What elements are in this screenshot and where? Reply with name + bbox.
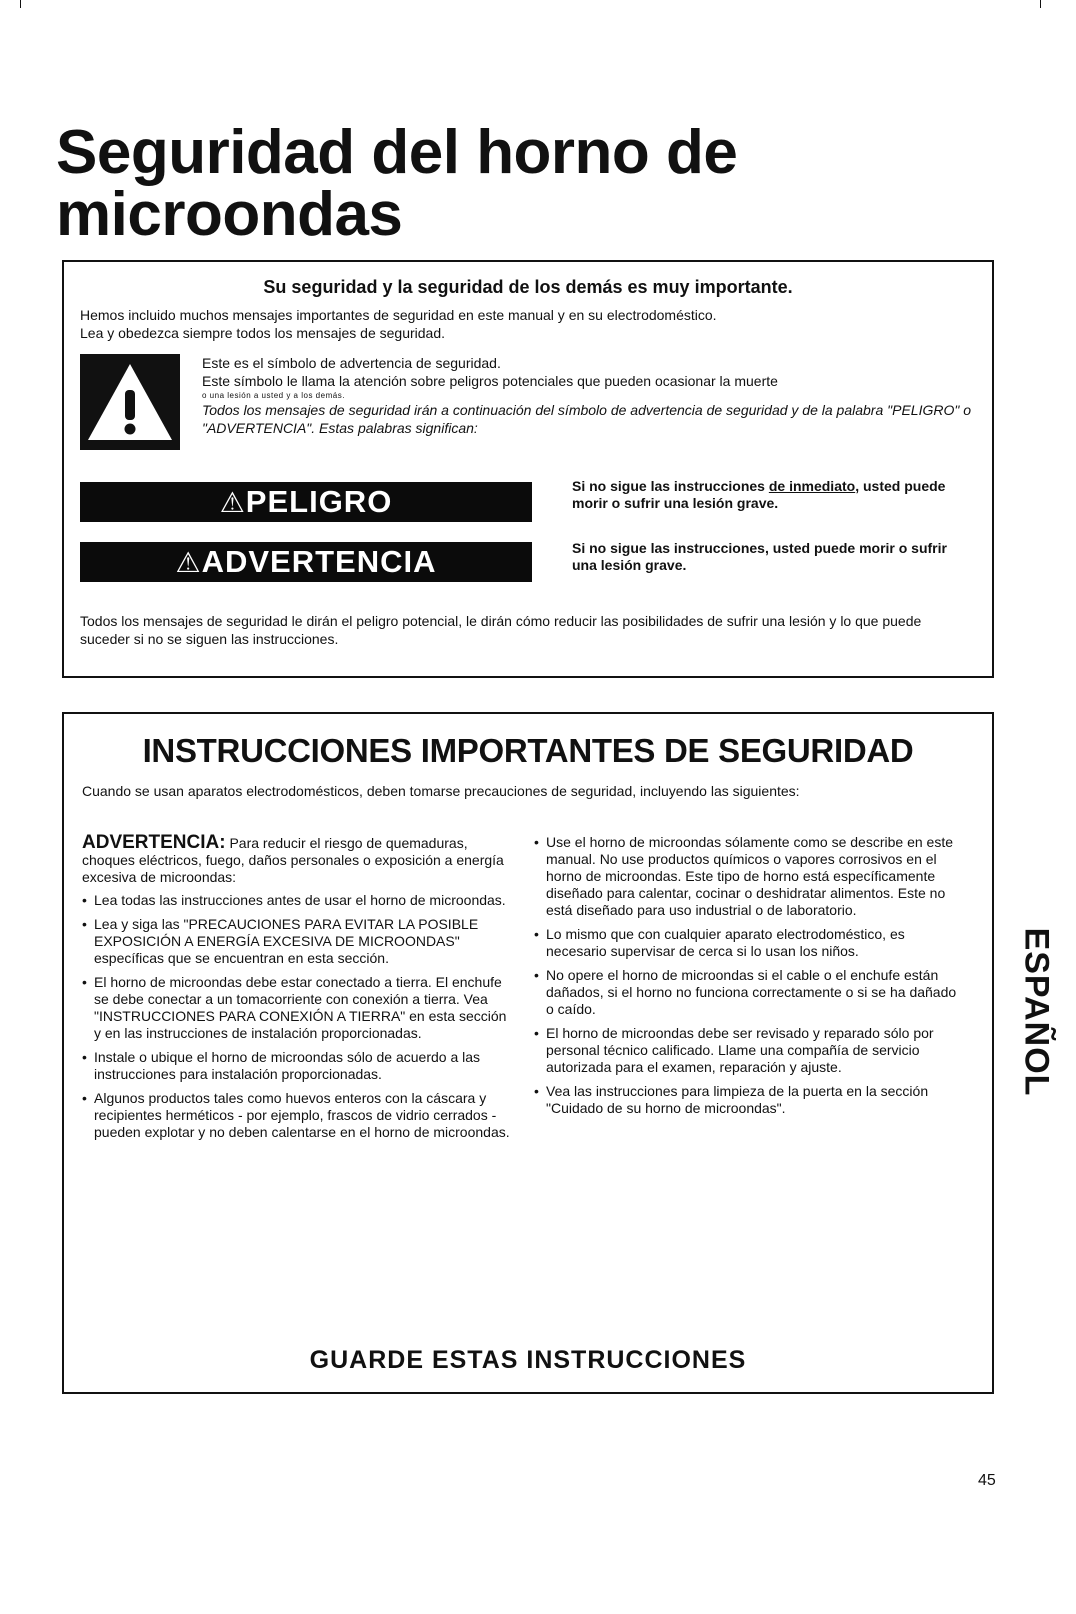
symbol-line-3: o una lesión a usted y a los demás. [202,391,345,400]
list-item: • Vea las instrucciones para limpieza de la puerta en la sección "Cuidado de su horno de microondas". [534,1083,964,1117]
list-item: • Algunos productos tales como huevos enteros con la cáscara y recipientes herméticos - por ejemplo, frascos de vidrio cerrados - pueden explotar y no deben calentarse en el horno de microondas. [82,1090,512,1141]
important-instructions-box [62,712,994,1394]
left-bullet-list [82,892,512,1141]
instructions-intro: Cuando se usan aparatos electrodomésticos, deben tomarse precauciones de seguridad, incluyendo las siguientes: [82,783,800,799]
danger-label: PELIGRO [245,484,393,519]
alert-triangle-icon: ⚠ [219,487,246,518]
safety-intro-line-1: Hemos incluido muchos mensajes importantes de seguridad en este manual y en su electrodoméstico. [80,307,717,323]
list-item: • Instale o ubique el horno de microondas sólo de acuerdo a las instrucciones para instalación proporcionadas. [82,1049,512,1083]
right-bullet-list [534,834,964,1117]
warning-triangle-icon [80,354,180,450]
danger-signal-bar [80,482,532,522]
danger-text-start: Si no sigue las instrucciones [572,478,769,494]
advertencia-label: ADVERTENCIA: [82,832,226,853]
save-instructions-heading: GUARDE ESTAS INSTRUCCIONES [309,1346,747,1374]
list-item: • El horno de microondas debe estar conectado a tierra. El enchufe se debe conectar a un tomacorriente con conexión a tierra. Vea "INSTRUCCIONES PARA CONEXIÓN A TIERRA" en esta sección y en las instrucciones de instalación proporcionadas. [82,974,512,1042]
safety-heading: Su seguridad y la seguridad de los demás es muy importante. [263,277,793,297]
safety-alert-icon [80,354,180,450]
language-side-tab [1010,927,1062,1097]
list-item: • Lea todas las instrucciones antes de usar el horno de microondas. [82,892,512,909]
safety-intro-line-2: Lea y obedezca siempre todos los mensajes de seguridad. [80,325,445,341]
list-item: • Use el horno de microondas sólamente como se describe en este manual. No use productos químicos o vapores corrosivos en el horno de microondas. Este tipo de horno está específicamente diseñado para calentar, cocinar o deshidratar alimentos. Este no está diseñado para uso industrial o de laboratorio. [534,834,964,919]
advertencia-paragraph [82,834,512,886]
instructions-left-column [82,834,512,1148]
warning-description: Si no sigue las instrucciones, usted puede morir o sufrir una lesión grave. [572,540,947,573]
warning-label: ADVERTENCIA [201,544,437,579]
safety-closing: Todos los mensajes de seguridad le dirán el peligro potencial, le dirán cómo reducir las posibilidades de sufrir una lesión y lo que puede suceder si no se siguen las instrucciones. [80,613,922,647]
symbol-line-1: Este es el símbolo de advertencia de seguridad. [202,355,501,371]
page-number: 45 [978,1472,996,1489]
list-item: • Lea y siga las "PRECAUCIONES PARA EVITAR LA POSIBLE EXPOSICIÓN A ENERGÍA EXCESIVA DE MICROONDAS" específicas que se encuentran en esta sección. [82,916,512,967]
crop-mark [1040,0,1041,8]
page-title: Seguridad del horno de microondas [56,118,738,249]
list-item: • No opere el horno de microondas si el cable o el enchufe están dañados, si el horno no funciona correctamente o si se ha dañado o caído. [534,967,964,1018]
instructions-title: INSTRUCCIONES IMPORTANTES DE SEGURIDAD [142,732,914,769]
danger-text-end: , usted puede morir o sufrir una lesión grave. [572,478,946,511]
list-item: • El horno de microondas debe ser revisado y reparado sólo por personal técnico calificado. Llame una compañía de servicio autorizada para el examen, reparación y ajuste. [534,1025,964,1076]
crop-mark [20,0,21,8]
symbol-explanation [202,354,982,437]
advertencia-text: Para reducir el riesgo de quemaduras, choques eléctricos, fuego, daños personales o exposición a energía excesiva de microondas: [82,835,504,885]
safety-intro [80,306,980,342]
language-label: ESPAÑOL [1017,927,1056,1097]
safety-info-box [62,260,994,678]
danger-description [572,478,972,512]
alert-triangle-icon: ⚠ [175,547,202,578]
instructions-right-column [534,834,964,1124]
symbol-line-4: Todos los mensajes de seguridad irán a continuación del símbolo de advertencia de seguridad y de la palabra "PELIGRO" o "ADVERTENCIA". Estas palabras significan: [202,402,972,436]
danger-text-emphasis: de inmediato [768,478,856,494]
list-item: • Lo mismo que con cualquier aparato electrodoméstico, es necesario supervisar de cerca si lo usan los niños. [534,926,964,960]
symbol-line-2: Este símbolo le llama la atención sobre peligros potenciales que pueden ocasionar la muerte [202,373,778,389]
warning-signal-bar [80,542,532,582]
